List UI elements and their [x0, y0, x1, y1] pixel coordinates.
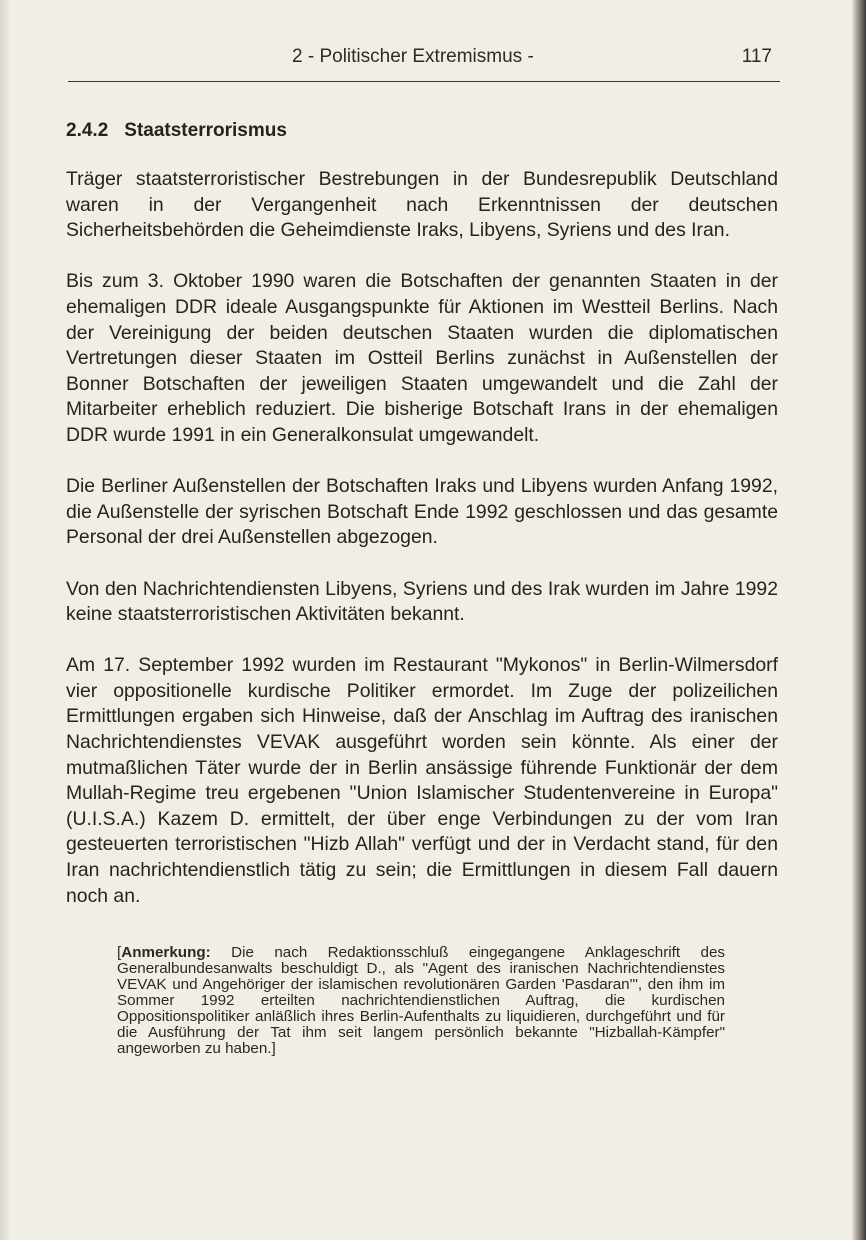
section-number: 2.4.2	[66, 120, 109, 141]
note-text: Die nach Redaktionsschluß eingegangene Anklageschrift des Generalbundesanwalts beschuldigt D., als "Agent des iranischen Nachrichtendienstes VEVAK und Angehöriger der islamischen revolutionären Garden 'Pasdaran'", den ihm im Sommer 1992 erteilten nachrichtendienstlichen Auftrag, die kurdischen Oppositionspolitiker anläßlich ihres Berlin-Aufenthalts zu liquidieren, durchgeführt und für die Ausführung der Tat ihm seit langem persönlich bekannte "Hizballah-Kämpfer" angeworben zu haben.]	[117, 944, 725, 1057]
note-label: Anmerkung:	[121, 944, 211, 961]
paragraph: Von den Nachrichtendiensten Libyens, Syriens und des Irak wurden im Jahre 1992 keine staatsterroristischen Aktivitäten bekannt.	[66, 577, 778, 626]
paragraph: Die Berliner Außenstellen der Botschaften Iraks und Libyens wurden Anfang 1992, die Außenstelle der syrischen Botschaft Ende 1992 geschlossen und das gesamte Personal der drei Außenstellen abgezogen.	[66, 475, 778, 549]
running-header-title: 2 - Politischer Extremismus -	[292, 46, 534, 67]
paragraph: Bis zum 3. Oktober 1990 waren die Botschaften der genannten Staaten in der ehemaligen DDR ideale Ausgangspunkte für Aktionen im Westteil Berlins. Nach der Vereinigung der beiden deutschen Staaten wurden die diplomatischen Vertretungen dieser Staaten im Ostteil Berlins zunächst in Außenstellen der Bonner Botschaften der jeweiligen Staaten umgewandelt und die Zahl der Mitarbeiter erheblich reduziert. Die bisherige Botschaft Irans in der ehemaligen DDR wurde 1991 in ein Generalkonsulat umgewandelt.	[66, 270, 778, 446]
editorial-note	[117, 945, 725, 1057]
section-heading	[66, 120, 287, 142]
page-number: 117	[741, 46, 772, 67]
body-text	[66, 167, 778, 935]
section-title: Staatsterrorismus	[124, 120, 287, 141]
header-rule	[68, 81, 780, 82]
book-gutter-shadow	[852, 0, 866, 1240]
note-open-bracket: [	[117, 944, 122, 961]
paragraph: Träger staatsterroristischer Bestrebungen in der Bundesrepublik Deutschland waren in der Vergangenheit nach Erkenntnissen der deutschen Sicherheitsbehörden die Geheimdienste Iraks, Libyens, Syriens und des Iran.	[66, 168, 778, 242]
paragraph: Am 17. September 1992 wurden im Restaurant "Mykonos" in Berlin-Wilmersdorf vier oppositionelle kurdische Politiker ermordet. Im Zuge der polizeilichen Ermittlungen ergaben sich Hinweise, daß der Anschlag im Auftrag des iranischen Nachrichtendienstes VEVAK ausgeführt worden sein könnte. Als einer der mutmaßlichen Täter wurde der in Berlin ansässige führende Funktionär der dem Mullah-Regime treu ergebenen "Union Islamischer Studentenvereine in Europa" (U.I.S.A.) Kazem D. ermittelt, der über enge Verbindungen zu der vom Iran gesteuerten terroristischen "Hizb Allah" verfügt und der in Verdacht stand, für den Iran nachrichtendienstlich tätig zu sein; die Ermittlungen in diesem Fall dauern noch an.	[66, 654, 778, 907]
